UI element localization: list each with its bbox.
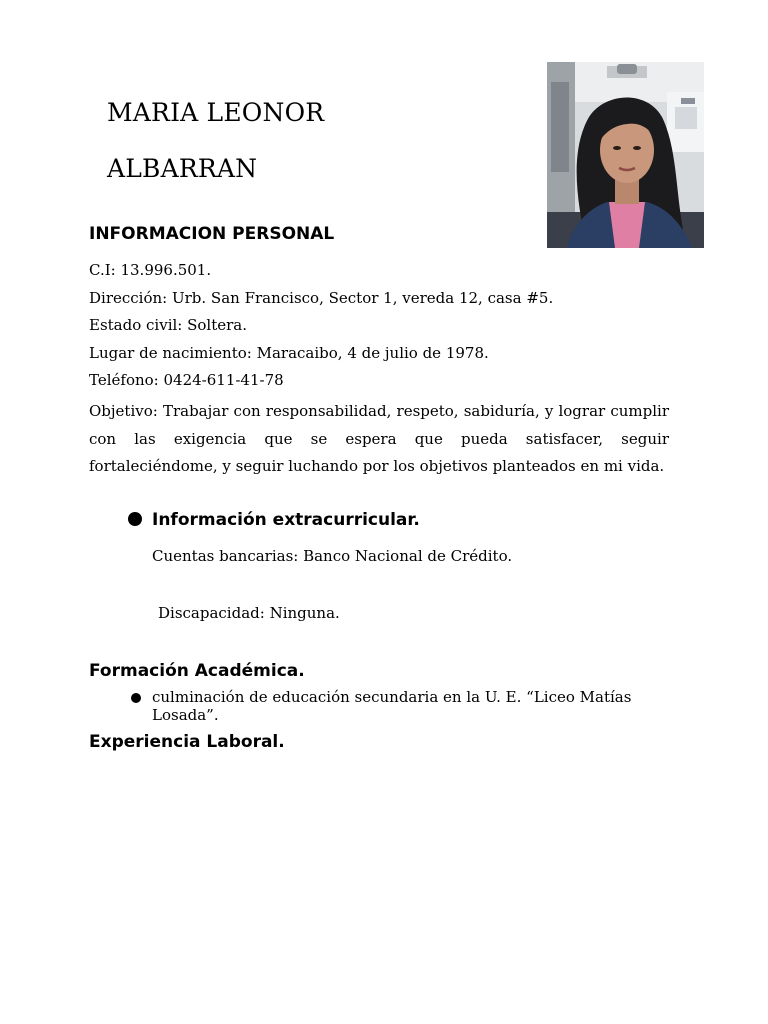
phone-line: Teléfono: 0424-611-41-78 (89, 371, 284, 389)
name-last-line: ALBARRAN (107, 154, 258, 183)
disability-line: Discapacidad: Ninguna. (158, 604, 340, 622)
section-heading-experience: Experiencia Laboral. (89, 732, 285, 752)
objective-paragraph: Objetivo: Trabajar con responsabilidad, respeto, sabiduría, y lograr cumplir con las exigencia que se espera que pueda satisfacer, seguir fortaleciéndome, y seguir luchando por los objetivos planteados en mi vida. (89, 402, 669, 475)
name-first-line: MARIA LEONOR (107, 98, 325, 127)
extracurricular-heading-text: Información extracurricular. (152, 510, 420, 530)
civil-status-line: Estado civil: Soltera. (89, 316, 247, 334)
address-line: Dirección: Urb. San Francisco, Sector 1, vereda 12, casa #5. (89, 289, 554, 307)
bank-accounts-line: Cuentas bancarias: Banco Nacional de Crédito. (152, 547, 513, 565)
bullet-icon (128, 512, 142, 526)
section-heading-personal: INFORMACION PERSONAL (89, 224, 335, 244)
bullet-icon (131, 693, 141, 703)
section-heading-education: Formación Académica. (89, 661, 305, 681)
extracurricular-heading (128, 509, 420, 531)
birthplace-line: Lugar de nacimiento: Maracaibo, 4 de julio de 1978. (89, 344, 489, 362)
ci-line: C.I: 13.996.501. (89, 261, 212, 279)
education-item: culminación de educación secundaria en la U. E. “Liceo Matías Losada”. (152, 688, 632, 724)
profile-photo (547, 62, 704, 248)
